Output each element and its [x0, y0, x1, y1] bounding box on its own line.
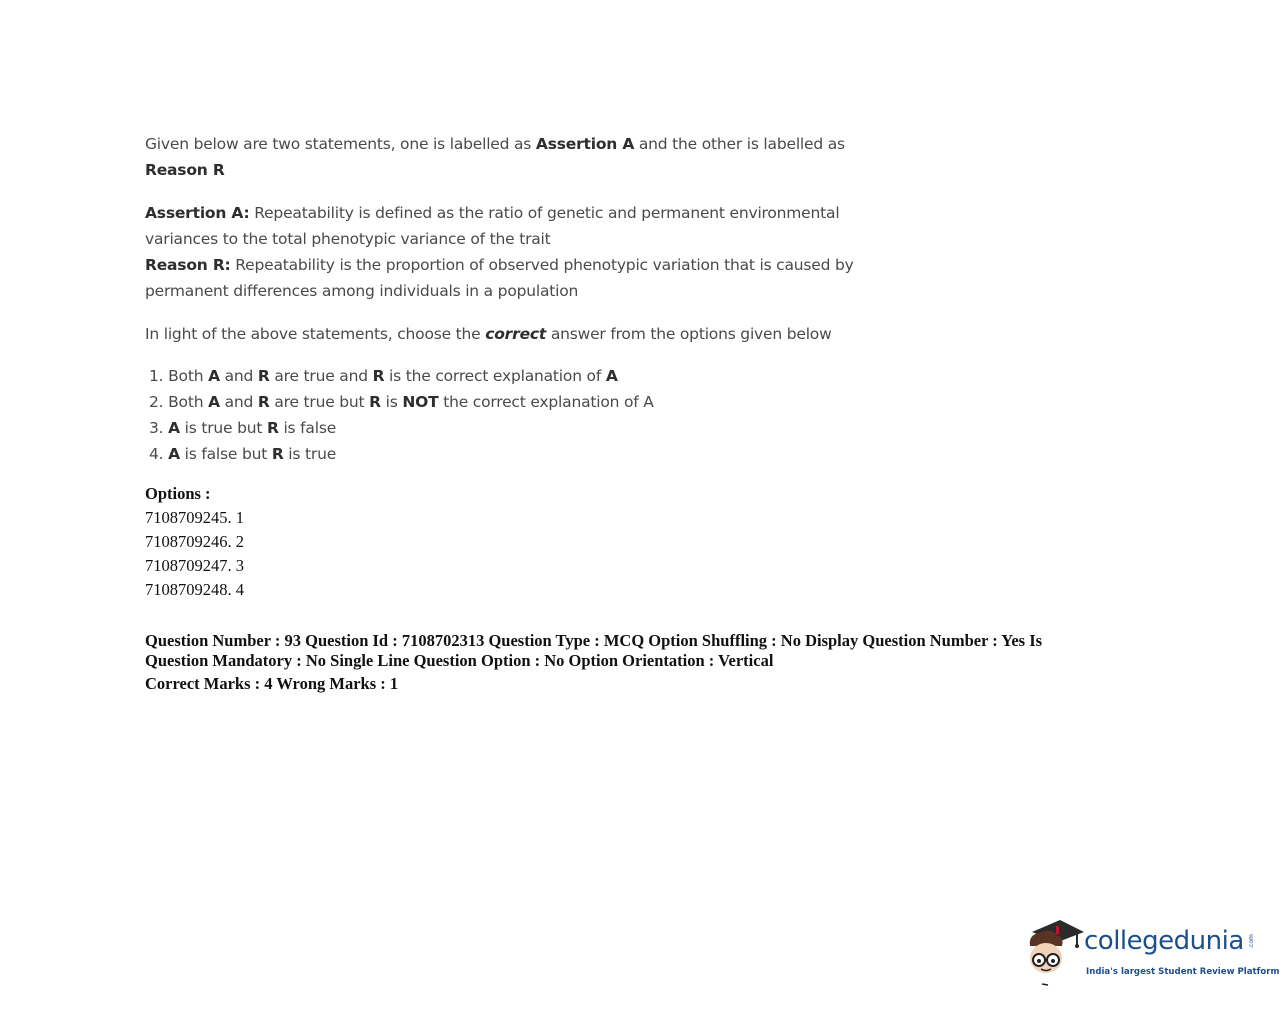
choice-1: 1. Both A and R are true and R is the correct explanation of A — [149, 367, 618, 385]
choice-3: 3. A is true but R is false — [149, 419, 337, 437]
mascot-icon — [1022, 916, 1086, 988]
logo-tagline: India's largest Student Review Platform — [1086, 967, 1280, 977]
assertion-line-1: Assertion A: Repeatability is defined as the ratio of genetic and permanent environmental — [145, 204, 840, 222]
collegedunia-logo — [1022, 916, 1280, 988]
instruction-line: In light of the above statements, choose the correct answer from the options given below — [145, 325, 832, 343]
option-item: 7108709246. 2 — [145, 532, 244, 551]
choice-list — [145, 363, 905, 467]
question-block — [145, 131, 905, 467]
logo-com: .com — [1247, 934, 1255, 949]
question-meta — [145, 631, 1105, 694]
options-block — [145, 482, 244, 602]
logo-wordmark: collegedunia — [1084, 926, 1244, 956]
options-title: Options : — [145, 484, 211, 503]
assertion-line-2: variances to the total phenotypic variance of the trait — [145, 230, 551, 248]
option-item: 7108709245. 1 — [145, 508, 244, 527]
intro-line-2: Reason R — [145, 161, 225, 179]
intro-line-1: Given below are two statements, one is labelled as Assertion A and the other is labelled as — [145, 135, 845, 153]
option-item: 7108709248. 4 — [145, 580, 244, 599]
reason-line-1: Reason R: Repeatability is the proportion of observed phenotypic variation that is caused by — [145, 256, 854, 274]
reason-line-2: permanent differences among individuals in a population — [145, 282, 579, 300]
option-item: 7108709247. 3 — [145, 556, 244, 575]
choice-2: 2. Both A and R are true but R is NOT the correct explanation of A — [149, 393, 654, 411]
meta-line-2: Question Mandatory : No Single Line Question Option : No Option Orientation : Vertical — [145, 651, 774, 670]
meta-marks: Correct Marks : 4 Wrong Marks : 1 — [145, 674, 399, 693]
choice-4: 4. A is false but R is true — [149, 445, 337, 463]
meta-line-1: Question Number : 93 Question Id : 7108702313 Question Type : MCQ Option Shuffling : No Display Question Number : Yes Is — [145, 631, 1043, 650]
